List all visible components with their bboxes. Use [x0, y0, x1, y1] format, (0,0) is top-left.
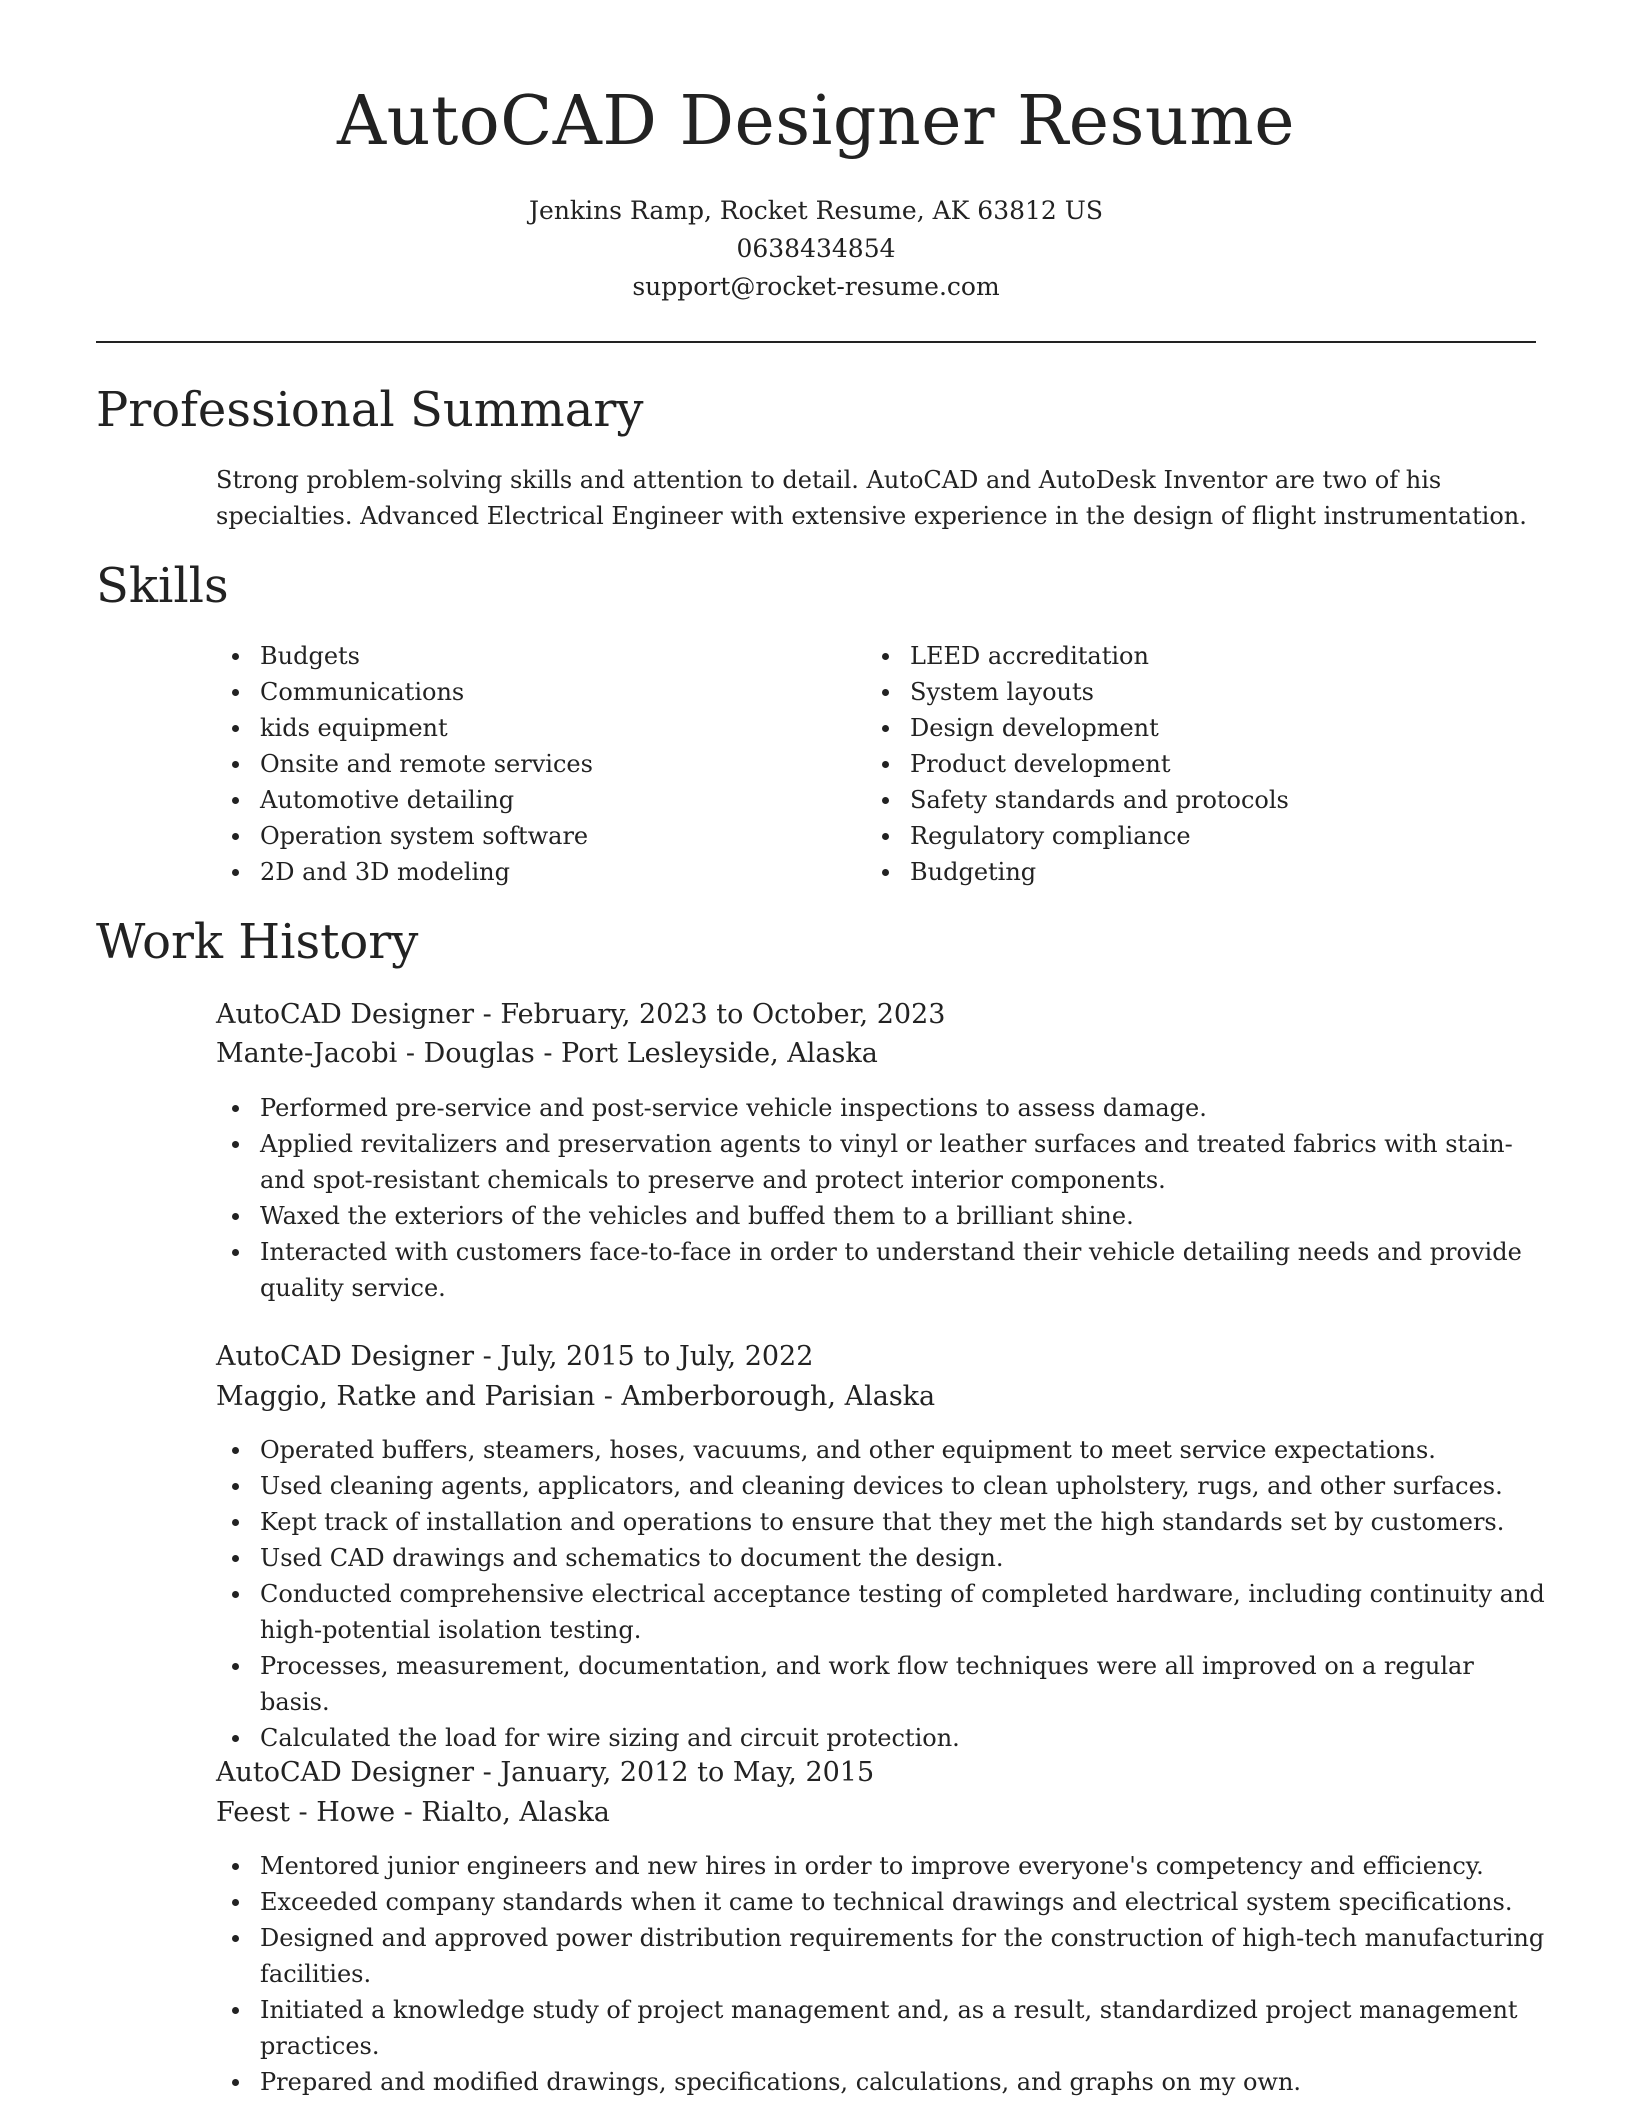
- header-divider: [96, 341, 1536, 343]
- skill-item: Safety standards and protocols: [866, 782, 1506, 818]
- skill-item: 2D and 3D modeling: [216, 854, 816, 890]
- skill-item: Onsite and remote services: [216, 746, 816, 782]
- skill-item: LEED accreditation: [866, 638, 1506, 674]
- job-bullets: [216, 1848, 1546, 2100]
- job-bullet: Initiated a knowledge study of project management and, as a result, standardized project management practices.: [216, 1992, 1546, 2064]
- job-bullet: Used CAD drawings and schematics to document the design.: [216, 1540, 1546, 1576]
- job-bullet: Operated buffers, steamers, hoses, vacuums, and other equipment to meet service expectations.: [216, 1432, 1546, 1468]
- work-history-heading: Work History: [96, 914, 419, 970]
- job-bullets: [216, 1090, 1546, 1306]
- skill-item: Communications: [216, 674, 816, 710]
- skills-heading: Skills: [96, 558, 229, 614]
- summary-text: Strong problem-solving skills and attention to detail. AutoCAD and AutoDesk Inventor are two of his specialties. Advanced Electrical Engineer with extensive experience in the design of flight instrumentation.: [216, 466, 1527, 530]
- resume-title: AutoCAD Designer Resume: [337, 82, 1295, 161]
- skill-item: Automotive detailing: [216, 782, 816, 818]
- skill-item: kids equipment: [216, 710, 816, 746]
- skill-item: Design development: [866, 710, 1506, 746]
- contact-address: Jenkins Ramp, Rocket Resume, AK 63812 US: [529, 196, 1103, 225]
- job-bullet: Used cleaning agents, applicators, and cleaning devices to clean upholstery, rugs, and other surfaces.: [216, 1468, 1546, 1504]
- job-bullet: Kept track of installation and operations to ensure that they met the high standards set by customers.: [216, 1504, 1546, 1540]
- skills-list-right: [866, 638, 1506, 890]
- skill-item: Budgets: [216, 638, 816, 674]
- summary-heading: Professional Summary: [96, 382, 644, 438]
- job-bullet: Performed pre-service and post-service vehicle inspections to assess damage.: [216, 1090, 1546, 1126]
- contact-phone: 0638434854: [736, 234, 896, 263]
- job-bullet: Prepared and modified drawings, specifications, calculations, and graphs on my own.: [216, 2064, 1546, 2100]
- skill-item: System layouts: [866, 674, 1506, 710]
- job-bullet: Waxed the exteriors of the vehicles and buffed them to a brilliant shine.: [216, 1198, 1546, 1234]
- job-bullet: Mentored junior engineers and new hires in order to improve everyone's competency and efficiency.: [216, 1848, 1546, 1884]
- job-bullet: Designed and approved power distribution requirements for the construction of high-tech manufacturing facilities.: [216, 1920, 1546, 1992]
- job-company: Maggio, Ratke and Parisian - Amberborough, Alaska: [216, 1381, 936, 1412]
- job-bullet: Calculated the load for wire sizing and circuit protection.: [216, 1720, 1546, 1756]
- job-title: AutoCAD Designer - July, 2015 to July, 2022: [216, 1341, 814, 1372]
- contact-email: support@rocket-resume.com: [632, 272, 1000, 301]
- job-company: Feest - Howe - Rialto, Alaska: [216, 1797, 610, 1828]
- job-bullet: Applied revitalizers and preservation agents to vinyl or leather surfaces and treated fabrics with stain- and spot-resistant chemicals to preserve and protect interior components.: [216, 1126, 1546, 1198]
- skills-list-left: [216, 638, 816, 890]
- job-company: Mante-Jacobi - Douglas - Port Lesleyside, Alaska: [216, 1038, 878, 1069]
- job-bullet: Processes, measurement, documentation, and work flow techniques were all improved on a regular basis.: [216, 1648, 1546, 1720]
- skill-item: Regulatory compliance: [866, 818, 1506, 854]
- skill-item: Product development: [866, 746, 1506, 782]
- job-bullets: [216, 1432, 1546, 1756]
- job-bullet: Exceeded company standards when it came to technical drawings and electrical system specifications.: [216, 1884, 1546, 1920]
- job-title: AutoCAD Designer - January, 2012 to May, 2015: [216, 1757, 875, 1788]
- skill-item: Operation system software: [216, 818, 816, 854]
- job-bullet: Conducted comprehensive electrical acceptance testing of completed hardware, including continuity and high-potential isolation testing.: [216, 1576, 1546, 1648]
- skill-item: Budgeting: [866, 854, 1506, 890]
- job-title: AutoCAD Designer - February, 2023 to October, 2023: [216, 999, 946, 1030]
- job-bullet: Interacted with customers face-to-face in order to understand their vehicle detailing needs and provide quality service.: [216, 1234, 1546, 1306]
